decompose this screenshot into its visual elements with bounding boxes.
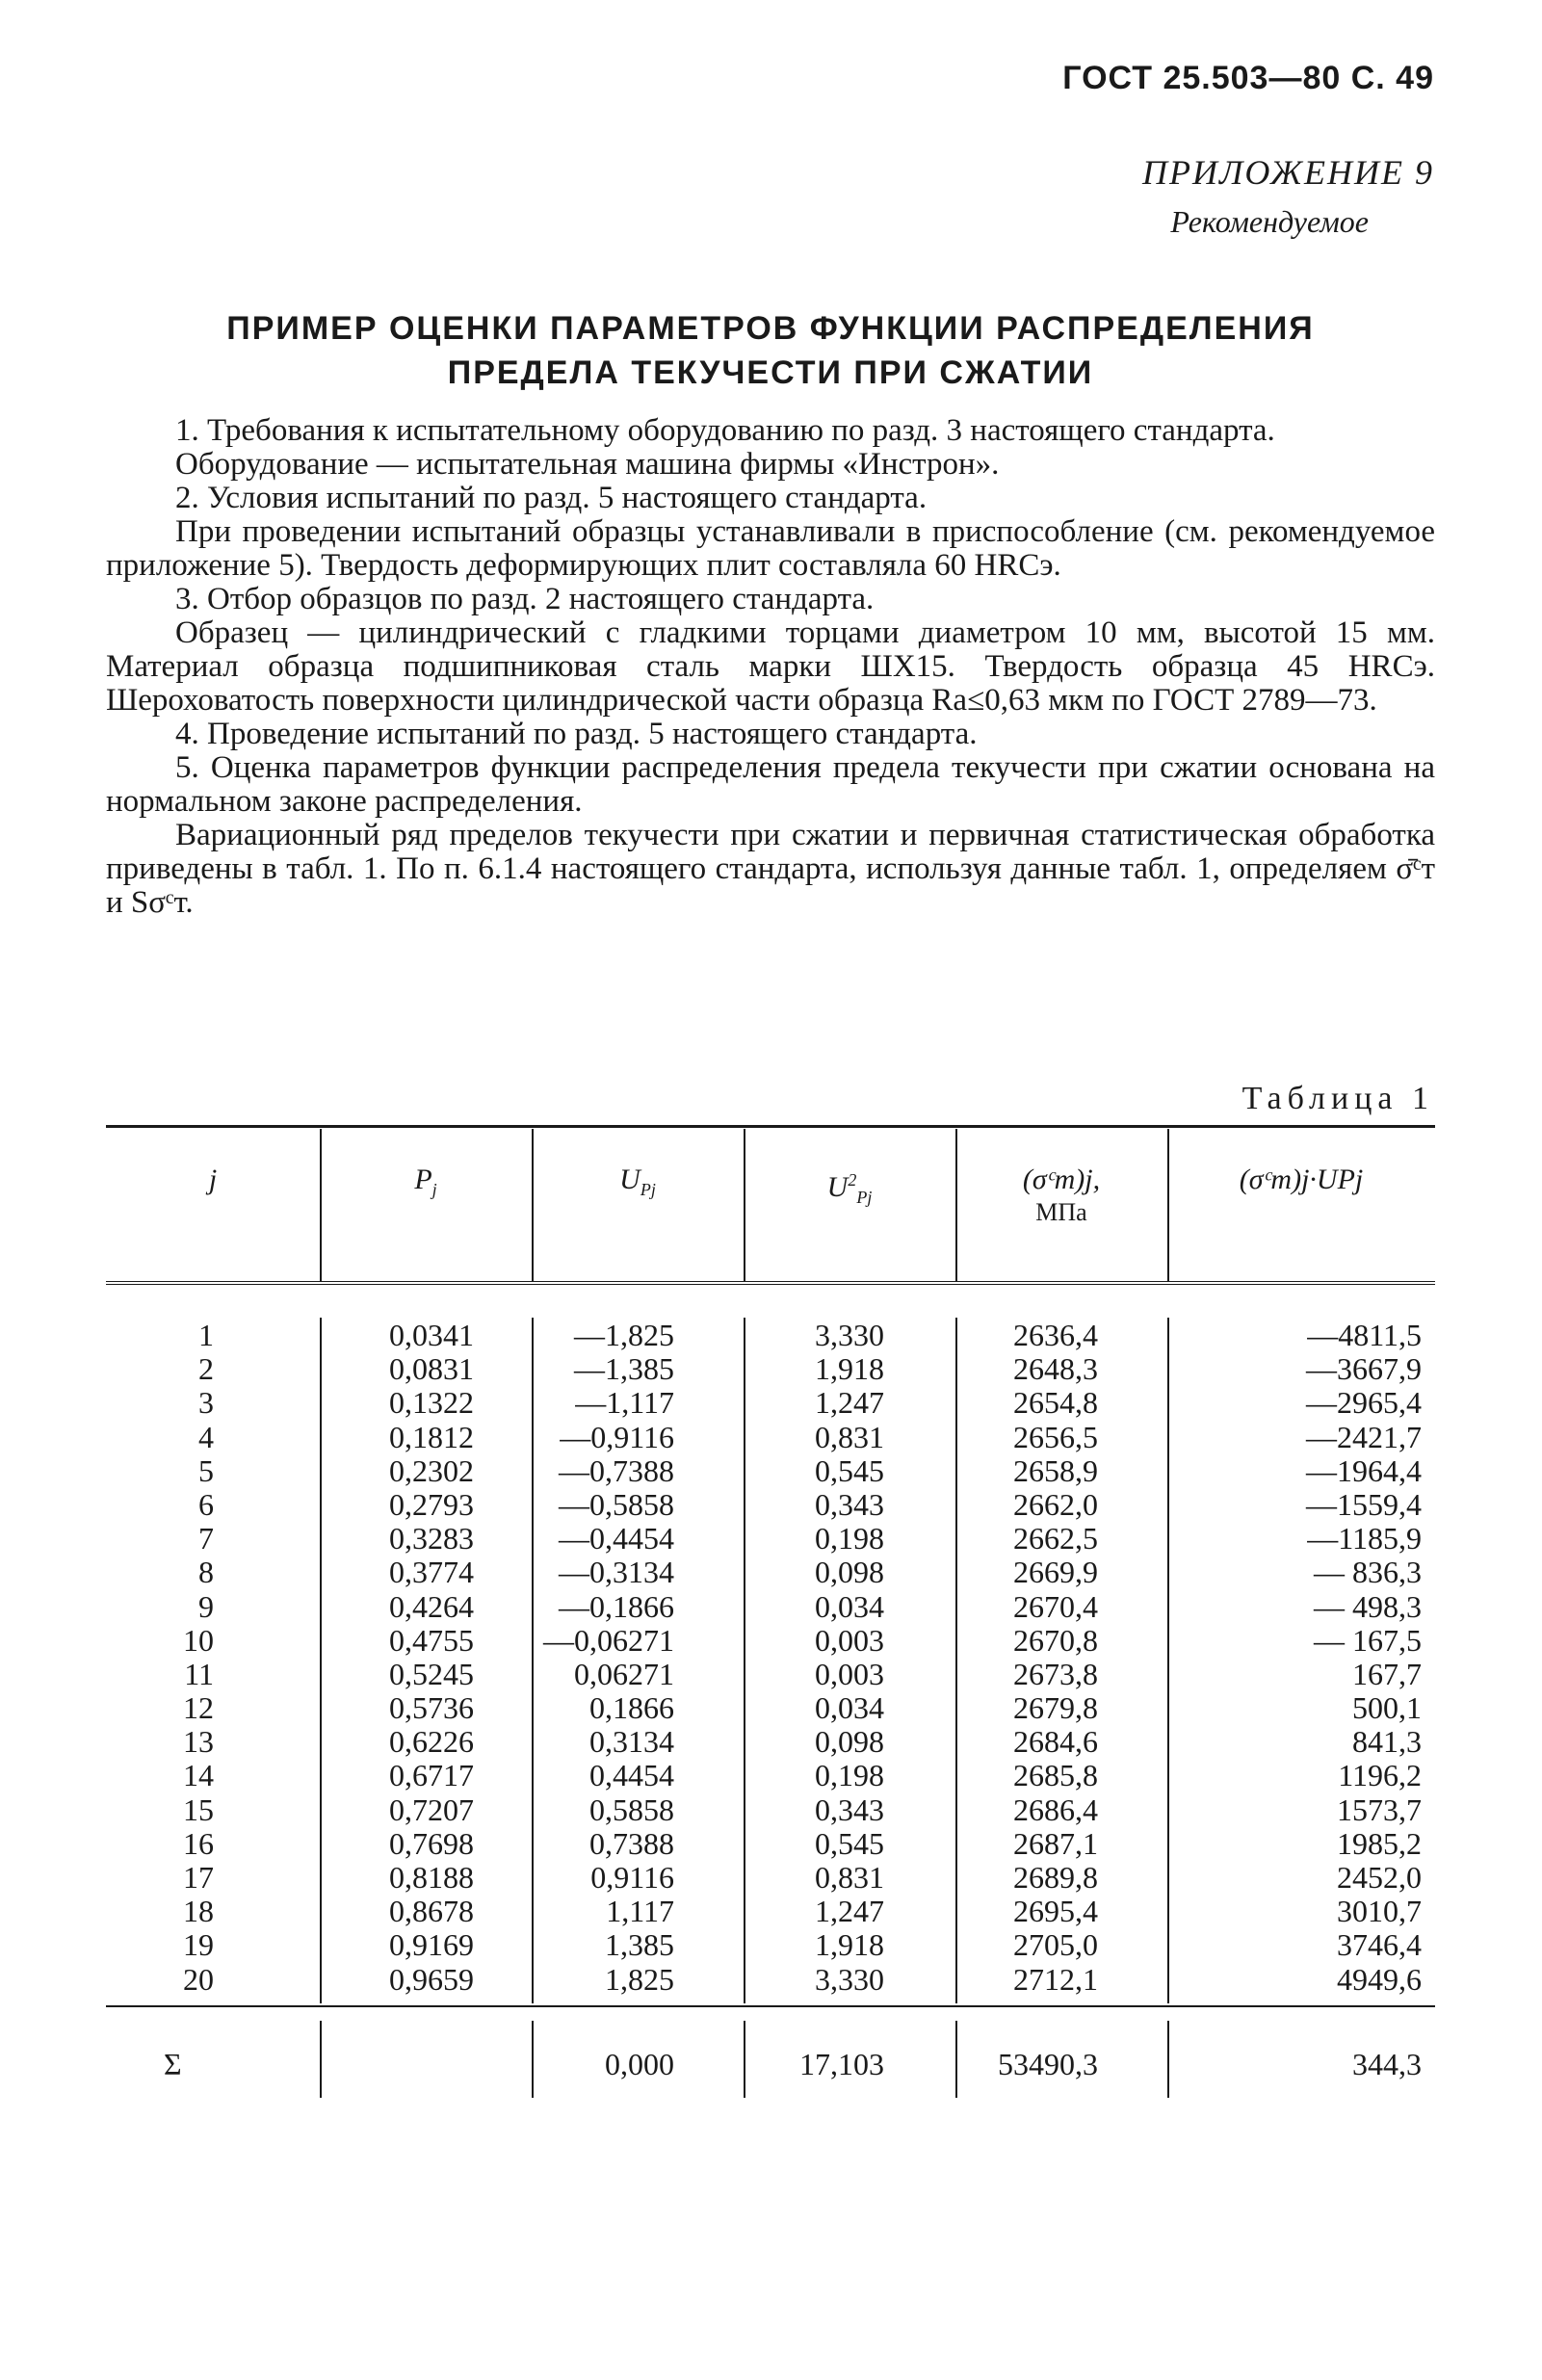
header-u xyxy=(532,1164,744,1206)
cell-p: 0,9659 xyxy=(389,1961,474,1997)
cell-j: 8 xyxy=(198,1555,214,1590)
sum-row xyxy=(106,2045,1435,2083)
cell-j: 14 xyxy=(183,1758,214,1793)
cell-u: —0,7388 xyxy=(559,1452,674,1488)
cell-j: 17 xyxy=(183,1860,214,1895)
cell-sigma-u: 3746,4 xyxy=(1337,1927,1422,1963)
cell-p: 0,8188 xyxy=(389,1860,474,1895)
cell-sigma-u: 3010,7 xyxy=(1337,1894,1422,1929)
cell-j: 4 xyxy=(198,1419,214,1454)
header-sigma-unit: МПа xyxy=(1035,1198,1087,1226)
cell-sigma-u: —1185,9 xyxy=(1307,1521,1422,1556)
table-row xyxy=(106,1454,1435,1488)
cell-sigma: 2656,5 xyxy=(1013,1419,1098,1454)
cell-u: 0,7388 xyxy=(589,1825,674,1861)
cell-u2: 1,918 xyxy=(815,1927,884,1963)
page-header: ГОСТ 25.503—80 С. 49 xyxy=(1062,60,1434,96)
cell-p: 0,4264 xyxy=(389,1588,474,1624)
cell-sigma: 2695,4 xyxy=(1013,1894,1098,1929)
paragraph: 1. Требования к испытательному оборудованию по разд. 3 настоящего стандарта. xyxy=(175,413,1275,448)
cell-u2: 0,034 xyxy=(815,1690,884,1726)
table-header-rule xyxy=(106,1281,1435,1289)
cell-p: 0,2302 xyxy=(389,1452,474,1488)
header-p-sub: j xyxy=(431,1180,437,1199)
table-row xyxy=(106,1963,1435,1997)
cell-sigma-u: —1964,4 xyxy=(1306,1452,1422,1488)
table-row xyxy=(106,1386,1435,1420)
table-row xyxy=(106,1522,1435,1556)
header-p-text: P xyxy=(414,1164,432,1195)
cell-sigma-u: —2965,4 xyxy=(1306,1385,1422,1421)
header-j xyxy=(106,1164,320,1196)
cell-p: 0,0341 xyxy=(389,1318,474,1352)
cell-sigma-u: —1559,4 xyxy=(1306,1486,1422,1522)
header-u2-sub: Pj xyxy=(856,1188,873,1207)
cell-u: —1,825 xyxy=(574,1318,674,1352)
cell-u2: 0,545 xyxy=(815,1825,884,1861)
cell-j: 7 xyxy=(198,1521,214,1556)
cell-u: 0,4454 xyxy=(589,1758,674,1793)
cell-j: 5 xyxy=(198,1452,214,1488)
cell-j: 12 xyxy=(183,1690,214,1726)
table-caption: Таблица 1 xyxy=(1241,1081,1434,1116)
cell-u: 1,825 xyxy=(605,1961,674,1997)
table-row xyxy=(106,1827,1435,1861)
sum-u: 0,000 xyxy=(605,2047,674,2081)
header-u-sub: Pj xyxy=(640,1180,656,1199)
appendix-status: Рекомендуемое xyxy=(1170,204,1369,239)
cell-p: 0,5245 xyxy=(389,1656,474,1691)
cell-u: 0,06271 xyxy=(574,1656,674,1691)
cell-p: 0,3774 xyxy=(389,1555,474,1590)
cell-u2: 0,343 xyxy=(815,1486,884,1522)
paragraph: 2. Условия испытаний по разд. 5 настоящего стандарта. xyxy=(175,481,928,515)
header-sigma-text: (σᶜт)j, xyxy=(1022,1164,1101,1195)
cell-p: 0,3283 xyxy=(389,1521,474,1556)
cell-sigma: 2636,4 xyxy=(1013,1318,1098,1352)
cell-u2: 1,247 xyxy=(815,1385,884,1421)
cell-u2: 0,003 xyxy=(815,1622,884,1658)
cell-u: 1,117 xyxy=(606,1894,674,1929)
cell-u2: 3,330 xyxy=(815,1961,884,1997)
cell-j: 1 xyxy=(198,1318,214,1352)
cell-u2: 0,198 xyxy=(815,1521,884,1556)
cell-sigma: 2654,8 xyxy=(1013,1385,1098,1421)
cell-sigma-u: 1573,7 xyxy=(1337,1792,1422,1827)
cell-u: 0,1866 xyxy=(589,1690,674,1726)
paragraph: 5. Оценка параметров функции распределения предела текучести при сжатии основана на нормальном законе распределения. xyxy=(106,750,1435,819)
cell-u: 0,5858 xyxy=(589,1792,674,1827)
table-row xyxy=(106,1861,1435,1895)
table-row xyxy=(106,1928,1435,1962)
paragraph: 3. Отбор образцов по разд. 2 настоящего стандарта. xyxy=(175,582,875,616)
cell-sigma: 2648,3 xyxy=(1013,1351,1098,1387)
cell-p: 0,0831 xyxy=(389,1351,474,1387)
cell-sigma: 2684,6 xyxy=(1013,1724,1098,1760)
paragraph: 4. Проведение испытаний по разд. 5 настоящего стандарта. xyxy=(175,717,978,751)
sum-u2: 17,103 xyxy=(799,2047,884,2081)
column-divider xyxy=(1167,1129,1169,1281)
header-p xyxy=(320,1164,532,1206)
cell-u: —1,117 xyxy=(575,1385,674,1421)
table-row xyxy=(106,1793,1435,1827)
header-j-text: j xyxy=(208,1164,218,1195)
cell-j: 13 xyxy=(183,1724,214,1760)
paragraph: При проведении испытаний образцы устанавливали в приспособление (см. рекомендуемое приложение 5). Твердость деформирующих плит составляла 60 HRCэ. xyxy=(106,514,1435,583)
cell-p: 0,4755 xyxy=(389,1622,474,1658)
header-sigma xyxy=(955,1164,1167,1229)
table-row xyxy=(106,1556,1435,1589)
cell-sigma: 2662,0 xyxy=(1013,1486,1098,1522)
paragraph: Образец — цилиндрический с гладкими торцами диаметром 10 мм, высотой 15 мм. Материал образца подшипниковая сталь марки ШХ15. Твердость образца 45 HRCэ. Шероховатость поверхности цилиндрической части образца Ra≤0,63 мкм по ГОСТ 2789—73. xyxy=(106,615,1435,718)
sum-sigma: 53490,3 xyxy=(998,2047,1098,2081)
cell-u: —0,9116 xyxy=(560,1419,674,1454)
cell-j: 11 xyxy=(184,1656,214,1691)
cell-u: —1,385 xyxy=(574,1351,674,1387)
cell-sigma-u: — 498,3 xyxy=(1314,1588,1422,1624)
cell-sigma-u: 841,3 xyxy=(1352,1724,1422,1760)
table-row xyxy=(106,1624,1435,1658)
cell-p: 0,5736 xyxy=(389,1690,474,1726)
cell-u2: 0,831 xyxy=(815,1419,884,1454)
cell-u2: 0,098 xyxy=(815,1724,884,1760)
table-row xyxy=(106,1658,1435,1691)
cell-u2: 0,831 xyxy=(815,1860,884,1895)
cell-j: 18 xyxy=(183,1894,214,1929)
cell-u2: 0,545 xyxy=(815,1452,884,1488)
cell-sigma-u: —3667,9 xyxy=(1306,1351,1422,1387)
cell-u: 1,385 xyxy=(605,1927,674,1963)
cell-u: —0,3134 xyxy=(559,1555,674,1590)
cell-sigma-u: 1985,2 xyxy=(1337,1825,1422,1861)
cell-u2: 0,098 xyxy=(815,1555,884,1590)
sum-label: Σ xyxy=(164,2047,182,2081)
header-u2-text: U xyxy=(826,1171,849,1203)
title-line-1: ПРИМЕР ОЦЕНКИ ПАРАМЕТРОВ ФУНКЦИИ РАСПРЕДЕЛЕНИЯ xyxy=(226,310,1315,347)
cell-p: 0,9169 xyxy=(389,1927,474,1963)
cell-sigma-u: 1196,2 xyxy=(1338,1758,1422,1793)
cell-u: 0,9116 xyxy=(590,1860,674,1895)
appendix-label: ПРИЛОЖЕНИЕ 9 xyxy=(1142,153,1434,192)
cell-sigma: 2673,8 xyxy=(1013,1656,1098,1691)
cell-sigma-u: —4811,5 xyxy=(1307,1318,1422,1352)
cell-u2: 0,034 xyxy=(815,1588,884,1624)
cell-sigma: 2670,8 xyxy=(1013,1622,1098,1658)
cell-u: —0,5858 xyxy=(559,1486,674,1522)
table-row xyxy=(106,1759,1435,1792)
table-body xyxy=(106,1319,1435,1997)
cell-p: 0,6717 xyxy=(389,1758,474,1793)
table-row xyxy=(106,1352,1435,1386)
header-sigma-u xyxy=(1167,1164,1435,1196)
cell-j: 2 xyxy=(198,1351,214,1387)
cell-sigma: 2686,4 xyxy=(1013,1792,1098,1827)
cell-j: 15 xyxy=(183,1792,214,1827)
cell-sigma: 2685,8 xyxy=(1013,1758,1098,1793)
cell-sigma-u: 167,7 xyxy=(1352,1656,1422,1691)
cell-sigma: 2662,5 xyxy=(1013,1521,1098,1556)
cell-sigma: 2705,0 xyxy=(1013,1927,1098,1963)
cell-p: 0,6226 xyxy=(389,1724,474,1760)
cell-j: 3 xyxy=(198,1385,214,1421)
table-row xyxy=(106,1590,1435,1624)
cell-sigma-u: — 167,5 xyxy=(1314,1622,1422,1658)
table-sum-rule xyxy=(106,2005,1435,2007)
cell-p: 0,2793 xyxy=(389,1486,474,1522)
sum-sigma-u: 344,3 xyxy=(1352,2047,1422,2081)
cell-j: 16 xyxy=(183,1825,214,1861)
cell-j: 10 xyxy=(183,1622,214,1658)
cell-sigma: 2689,8 xyxy=(1013,1860,1098,1895)
cell-sigma-u: 2452,0 xyxy=(1337,1860,1422,1895)
cell-sigma-u: 4949,6 xyxy=(1337,1961,1422,1997)
table-row xyxy=(106,1421,1435,1454)
cell-u2: 0,343 xyxy=(815,1792,884,1827)
header-u-text: U xyxy=(619,1164,640,1195)
cell-sigma: 2670,4 xyxy=(1013,1588,1098,1624)
cell-sigma: 2658,9 xyxy=(1013,1452,1098,1488)
body-text xyxy=(106,414,1435,920)
table-row xyxy=(106,1895,1435,1928)
header-u2-sup: 2 xyxy=(848,1170,857,1190)
cell-u: —0,06271 xyxy=(543,1622,674,1658)
cell-u2: 3,330 xyxy=(815,1318,884,1352)
table-row xyxy=(106,1488,1435,1522)
table-top-rule xyxy=(106,1125,1435,1128)
cell-u: —0,1866 xyxy=(559,1588,674,1624)
cell-u: —0,4454 xyxy=(559,1521,674,1556)
cell-u2: 1,918 xyxy=(815,1351,884,1387)
cell-j: 20 xyxy=(183,1961,214,1997)
page-title xyxy=(106,306,1435,395)
cell-p: 0,8678 xyxy=(389,1894,474,1929)
cell-sigma: 2712,1 xyxy=(1013,1961,1098,1997)
cell-j: 6 xyxy=(198,1486,214,1522)
cell-p: 0,7207 xyxy=(389,1792,474,1827)
cell-sigma-u: 500,1 xyxy=(1352,1690,1422,1726)
cell-sigma-u: —2421,7 xyxy=(1306,1419,1422,1454)
paragraph: Вариационный ряд пределов текучести при сжатии и первичная статистическая обработка приведены в табл. 1. По п. 6.1.4 настоящего стандарта, используя данные табл. 1, определяем σ̄ᶜт и Sσᶜт. xyxy=(106,818,1435,920)
cell-u2: 1,247 xyxy=(815,1894,884,1929)
title-line-2: ПРЕДЕЛА ТЕКУЧЕСТИ ПРИ СЖАТИИ xyxy=(447,354,1094,391)
header-sigma-u-text: (σᶜт)j·UPj xyxy=(1239,1164,1364,1195)
cell-p: 0,7698 xyxy=(389,1825,474,1861)
header-u2 xyxy=(744,1164,955,1214)
cell-j: 19 xyxy=(183,1927,214,1963)
cell-sigma: 2687,1 xyxy=(1013,1825,1098,1861)
cell-p: 0,1812 xyxy=(389,1419,474,1454)
cell-j: 9 xyxy=(198,1588,214,1624)
cell-sigma: 2669,9 xyxy=(1013,1555,1098,1590)
cell-u2: 0,003 xyxy=(815,1656,884,1691)
table-row xyxy=(106,1319,1435,1352)
table-row xyxy=(106,1691,1435,1725)
cell-sigma-u: — 836,3 xyxy=(1314,1555,1422,1590)
cell-u2: 0,198 xyxy=(815,1758,884,1793)
paragraph: Оборудование — испытательная машина фирмы «Инстрон». xyxy=(175,447,1000,482)
cell-sigma: 2679,8 xyxy=(1013,1690,1098,1726)
cell-u: 0,3134 xyxy=(589,1724,674,1760)
table-row xyxy=(106,1725,1435,1759)
cell-p: 0,1322 xyxy=(389,1385,474,1421)
